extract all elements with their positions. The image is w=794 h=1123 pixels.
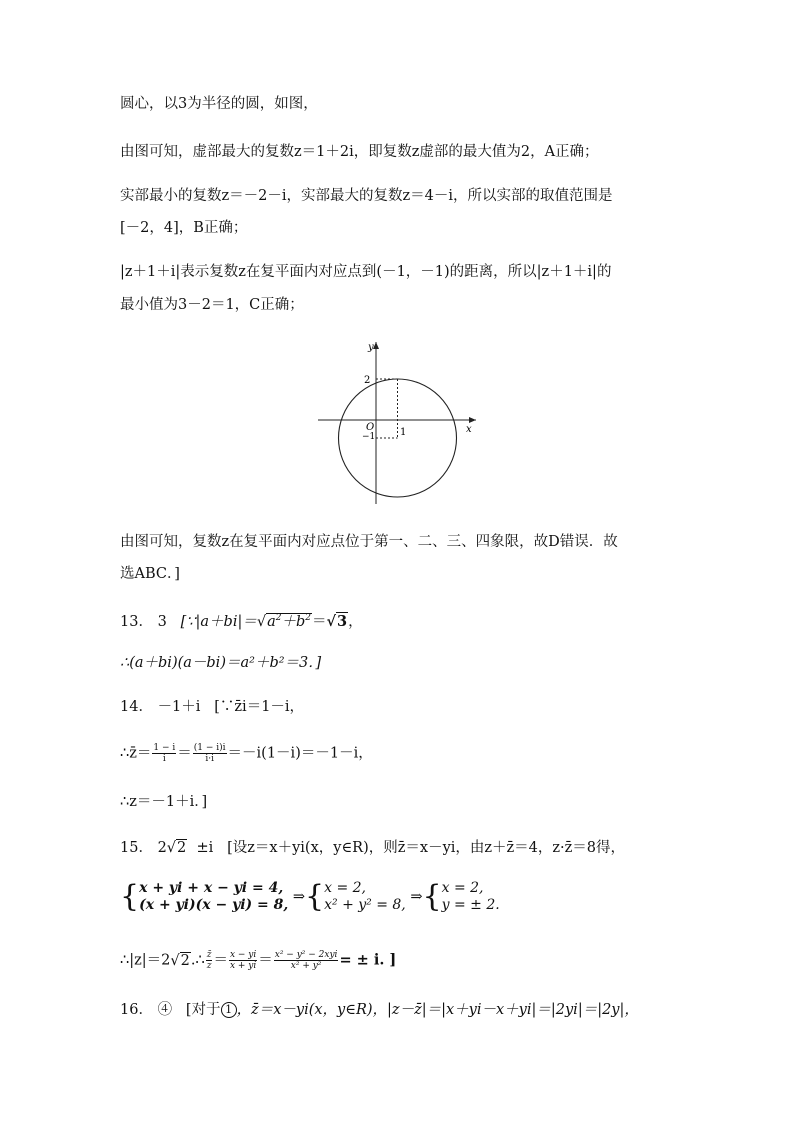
answer: －1＋i (157, 699, 201, 715)
y-axis-arrow (373, 342, 379, 349)
text-line: 选ABC．] (120, 566, 180, 582)
text-span: ，z̄＝x－yi(x，y∈R)，|z－z̄|＝|x＋yi－x＋yi|＝|2yi|＝|2y|， (236, 1002, 639, 1018)
question-number: 15． (120, 840, 153, 856)
text-span: ＝ (258, 952, 273, 969)
circled-number: 1 (221, 1002, 237, 1018)
tick-label: 2 (364, 375, 371, 386)
q14-line1 (120, 697, 304, 717)
brace: { (120, 879, 140, 914)
text-line: 实部最小的复数z＝－2－i，实部最大的复数z＝4－i，所以实部的取值范围是 (120, 188, 613, 204)
fraction-denominator: i·i (205, 754, 214, 764)
fraction (206, 950, 213, 971)
q15-line3 (120, 950, 396, 971)
fraction-denominator: x + yi (229, 961, 257, 971)
fraction (274, 950, 339, 971)
text-span: .∴ (190, 952, 205, 969)
equation: x + yi + x − yi = 4, (139, 880, 284, 896)
fraction-denominator: z (206, 961, 212, 971)
equation-system (324, 880, 406, 914)
sqrt: √3 (326, 612, 348, 630)
equation: y = ± 2. (441, 897, 500, 913)
text-line: 由图可知，复数z在复平面内对应点位于第一、二、三、四象限，故D错误．故 (120, 534, 618, 550)
origin-label: O (366, 422, 375, 433)
fraction-numerator: 1 − i (153, 743, 176, 753)
sqrt: $√a^2+b^2$ (256, 613, 312, 630)
text-span: ＝ (177, 745, 192, 762)
text-span: [设z＝x＋yi(x，y∈R)，则z̄＝x－yi，由z＋z̄＝4，z·z̄＝8得， (227, 840, 626, 856)
text-line: 由图可知，虚部最大的复数z＝1＋2i，即复数z虚部的最大值为2，A正确； (120, 144, 599, 160)
text-span: ＝ (213, 952, 228, 969)
implies-symbol: ⇒ (410, 889, 423, 905)
fraction-numerator: x − yi (229, 950, 257, 960)
fraction (229, 950, 257, 971)
text-span: 2 (177, 840, 187, 856)
question-number: 16． (120, 1002, 153, 1018)
brace: { (305, 879, 325, 914)
q14-line3: ∴z＝－1＋i．] (120, 794, 208, 810)
fraction-denominator: i (162, 754, 166, 764)
equation-system (139, 880, 288, 914)
text-span: ∴|z|＝2 (120, 952, 171, 969)
question-number: 13． (120, 613, 153, 630)
equation: (x + yi)(x − yi) = 8, (139, 897, 289, 913)
answer: 3 (157, 613, 167, 630)
equation: x = 2, (324, 880, 366, 896)
equation: x = 2, (441, 880, 484, 896)
text-span: ， (348, 613, 363, 630)
equation: x² + y² = 8, (324, 897, 406, 913)
text-span: [∵|a＋bi|＝ (180, 613, 257, 630)
x-axis-arrow (469, 417, 476, 423)
q14-line2 (120, 743, 373, 764)
tick-label: 1 (400, 427, 407, 438)
text-line: |z＋1＋i|表示复数z在复平面内对应点到(－1，－1)的距离，所以|z＋1＋i|的 (120, 264, 612, 280)
answer: ④ (157, 1002, 173, 1018)
text-span: a (267, 613, 276, 630)
text-span: ＋b (281, 613, 306, 630)
q15-systems (120, 880, 500, 914)
complex-plane-figure (314, 338, 484, 508)
fraction-numerator: (1 − i)i (193, 743, 226, 753)
implies-symbol: ⇒ (292, 889, 306, 905)
text-span: = ± i. ] (339, 951, 397, 969)
x-axis-label: x (466, 424, 472, 435)
sqrt: √2 (166, 840, 187, 856)
text-span: ＝－i(1－i)＝－1－i， (227, 745, 373, 762)
text-span: ∴z̄＝ (120, 745, 152, 762)
fraction-denominator: x² + y² (290, 961, 322, 971)
text-span: ＝ (312, 613, 327, 630)
q13-line2: ∴(a＋bi)(a－bi)＝a²＋b²＝3．] (120, 655, 322, 671)
q15-line1 (120, 838, 625, 858)
text-span: [对于 (185, 1002, 221, 1018)
fraction-numerator: x² − y² − 2xyi (274, 950, 338, 960)
equation-system (442, 880, 500, 914)
text-span: 2 (180, 952, 190, 969)
q16-line1 (120, 1000, 639, 1020)
text-span: 3 (337, 612, 348, 630)
brace: { (422, 879, 442, 914)
q13-line1 (120, 608, 363, 632)
text-line: 圆心，以3为半径的圆，如图， (120, 96, 318, 112)
tick-label: −1 (362, 432, 376, 442)
fraction (152, 743, 176, 764)
question-number: 14． (120, 699, 153, 715)
text-span: 2 (157, 840, 167, 856)
fraction-numerator: z̄ (206, 950, 212, 960)
y-axis-label: y (368, 342, 374, 353)
fraction (193, 743, 227, 764)
text-span: [∵z̄i＝1－i， (214, 699, 305, 715)
answer: ±i (196, 840, 214, 856)
sqrt: √2 (170, 952, 190, 969)
text-line: 最小值为3－2＝1，C正确； (120, 297, 304, 313)
text-line: [－2，4]，B正确； (120, 220, 248, 236)
